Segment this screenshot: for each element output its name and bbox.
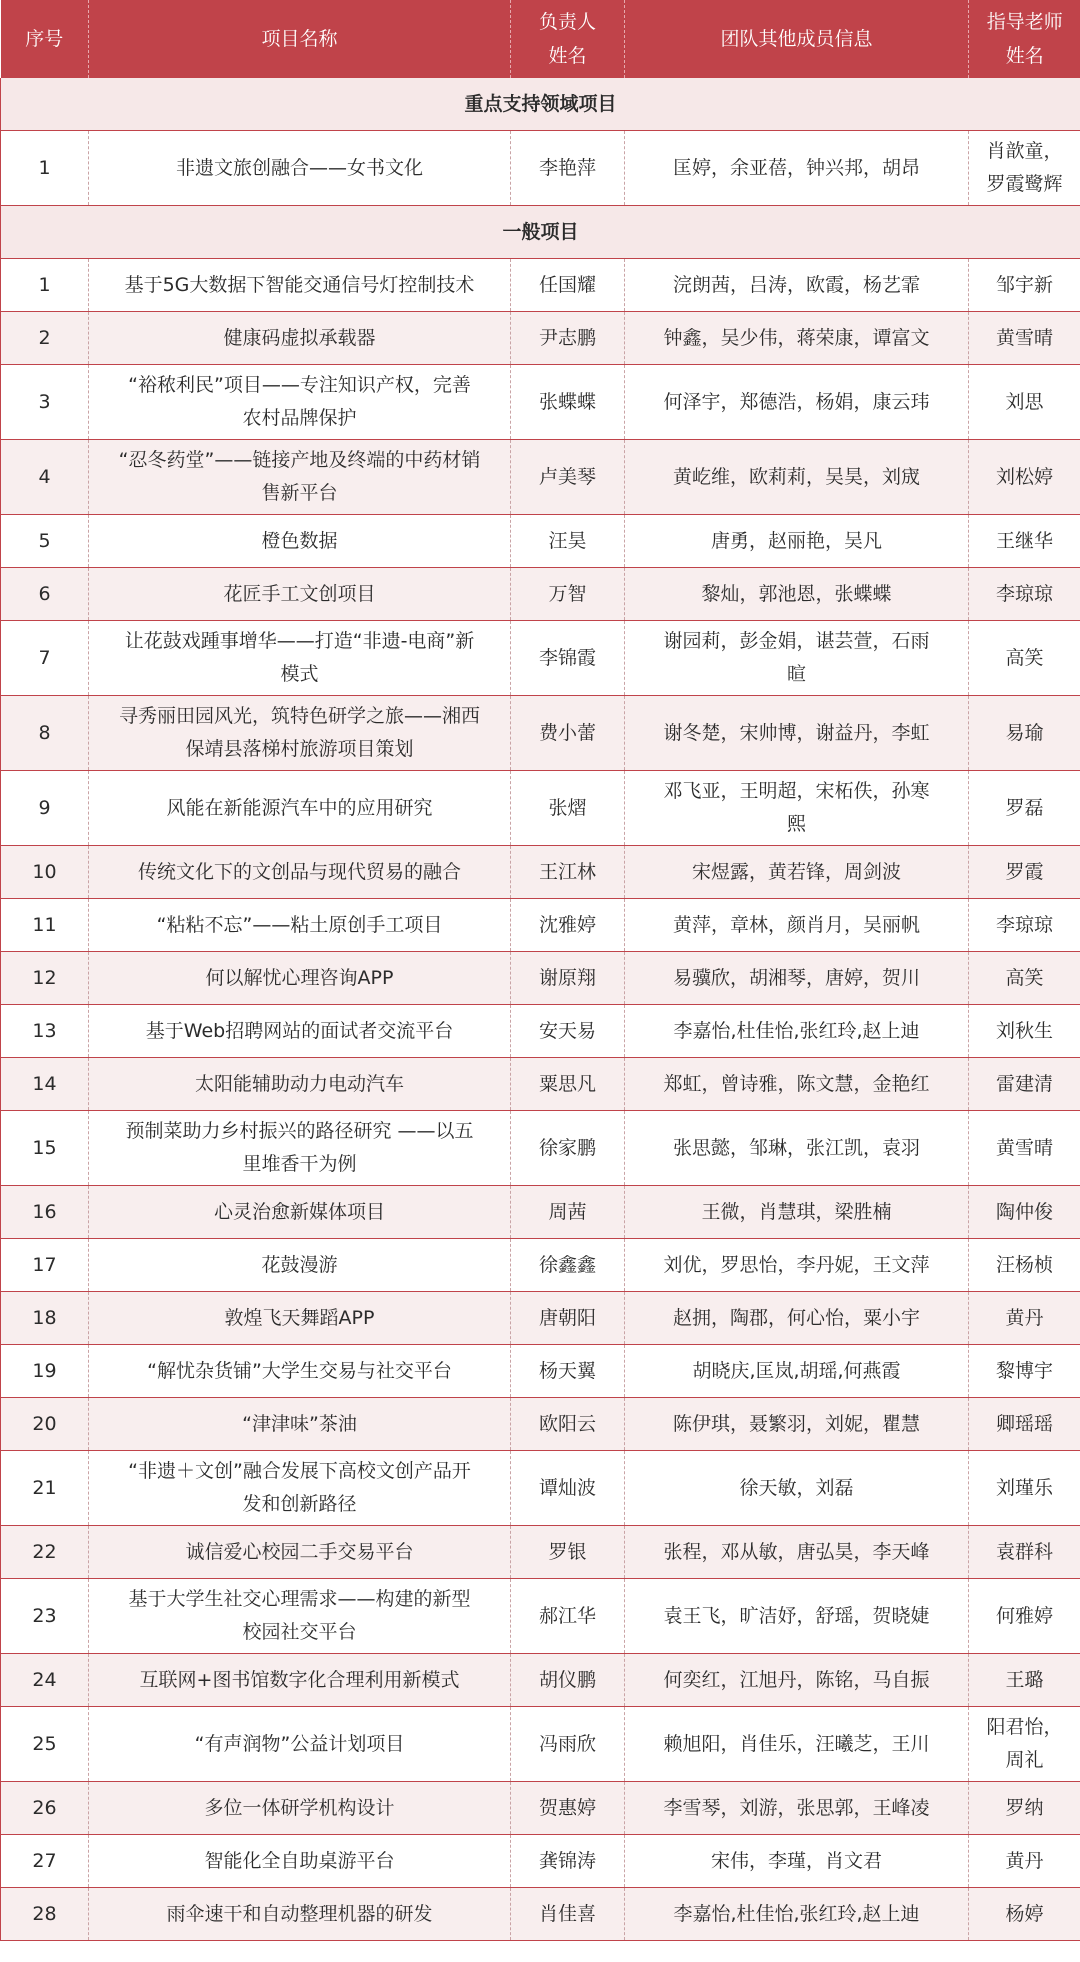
cell-teacher: 汪杨桢: [969, 1239, 1080, 1292]
cell-no: 22: [1, 1526, 89, 1579]
cell-members: 唐勇，赵丽艳，吴凡: [625, 515, 969, 568]
cell-leader: 张蝶蝶: [511, 365, 625, 440]
table-row: [1, 1111, 1080, 1186]
cell-teacher: 雷建清: [969, 1058, 1080, 1111]
cell-teacher: 黄丹: [969, 1835, 1080, 1888]
cell-members: 郑虹，曾诗雅，陈文慧，金艳红: [625, 1058, 969, 1111]
table-row: [1, 696, 1080, 771]
table-row: [1, 1058, 1080, 1111]
cell-no: 27: [1, 1835, 89, 1888]
table-row: [1, 621, 1080, 696]
cell-members: 赵拥，陶郡，何心怡，粟小宇: [625, 1292, 969, 1345]
table-row: [1, 1835, 1080, 1888]
cell-teacher: 王璐: [969, 1654, 1080, 1707]
cell-no: 14: [1, 1058, 89, 1111]
cell-project-name: 智能化全自助桌游平台: [89, 1835, 511, 1888]
table-row: [1, 846, 1080, 899]
cell-leader: 胡仪鹏: [511, 1654, 625, 1707]
cell-project-name: 非遗文旅创融合——女书文化: [89, 131, 511, 206]
cell-project-name: 雨伞速干和自动整理机器的研发: [89, 1888, 511, 1941]
section-title: 一般项目: [1, 206, 1080, 259]
table-header-row: [1, 0, 1080, 78]
cell-leader: 徐家鹏: [511, 1111, 625, 1186]
cell-no: 6: [1, 568, 89, 621]
cell-teacher: 李琼琼: [969, 899, 1080, 952]
table-row: [1, 515, 1080, 568]
cell-project-name: 基于Web招聘网站的面试者交流平台: [89, 1005, 511, 1058]
cell-members: 谢园莉，彭金娟，谌芸萱，石雨 暄: [625, 621, 969, 696]
cell-leader: 欧阳云: [511, 1398, 625, 1451]
cell-leader: 王江林: [511, 846, 625, 899]
cell-no: 26: [1, 1782, 89, 1835]
cell-members: 何泽宇，郑德浩，杨娟，康云玮: [625, 365, 969, 440]
table-row: [1, 1239, 1080, 1292]
cell-members: 易骥欣，胡湘琴，唐婷，贺川: [625, 952, 969, 1005]
cell-members: 陈伊琪，聂繁羽，刘妮，瞿慧: [625, 1398, 969, 1451]
cell-members: 刘优，罗思怡，李丹妮，王文萍: [625, 1239, 969, 1292]
cell-no: 19: [1, 1345, 89, 1398]
cell-leader: 郝江华: [511, 1579, 625, 1654]
cell-no: 25: [1, 1707, 89, 1782]
cell-teacher: 黄雪晴: [969, 312, 1080, 365]
cell-no: 15: [1, 1111, 89, 1186]
cell-leader: 徐鑫鑫: [511, 1239, 625, 1292]
cell-leader: 尹志鹏: [511, 312, 625, 365]
cell-leader: 沈雅婷: [511, 899, 625, 952]
cell-leader: 谭灿波: [511, 1451, 625, 1526]
table-row: [1, 1398, 1080, 1451]
cell-leader: 李锦霞: [511, 621, 625, 696]
cell-no: 24: [1, 1654, 89, 1707]
cell-leader: 谢原翔: [511, 952, 625, 1005]
cell-teacher: 黎博宇: [969, 1345, 1080, 1398]
section-title: 重点支持领域项目: [1, 78, 1080, 131]
cell-project-name: “非遗＋文创”融合发展下高校文创产品开 发和创新路径: [89, 1451, 511, 1526]
cell-teacher: 刘瑾乐: [969, 1451, 1080, 1526]
cell-teacher: 邹宇新: [969, 259, 1080, 312]
cell-no: 2: [1, 312, 89, 365]
table-row: [1, 365, 1080, 440]
cell-project-name: “津津味”茶油: [89, 1398, 511, 1451]
cell-members: 钟鑫，吴少伟，蒋荣康，谭富文: [625, 312, 969, 365]
cell-teacher: 袁群科: [969, 1526, 1080, 1579]
cell-members: 宋伟，李瑾，肖文君: [625, 1835, 969, 1888]
cell-project-name: 风能在新能源汽车中的应用研究: [89, 771, 511, 846]
cell-leader: 龚锦涛: [511, 1835, 625, 1888]
cell-leader: 卢美琴: [511, 440, 625, 515]
cell-project-name: 敦煌飞天舞蹈APP: [89, 1292, 511, 1345]
cell-no: 13: [1, 1005, 89, 1058]
cell-no: 9: [1, 771, 89, 846]
cell-teacher: 肖歆童， 罗霞鹭辉: [969, 131, 1080, 206]
cell-members: 徐天敏，刘磊: [625, 1451, 969, 1526]
table-row: [1, 1451, 1080, 1526]
cell-teacher: 杨婷: [969, 1888, 1080, 1941]
cell-members: 赖旭阳，肖佳乐，汪曦芝，王川: [625, 1707, 969, 1782]
cell-teacher: 何雅婷: [969, 1579, 1080, 1654]
table-row: [1, 1707, 1080, 1782]
header-leader: 负责人 姓名: [511, 0, 625, 78]
cell-members: 黎灿，郭池恩，张蝶蝶: [625, 568, 969, 621]
cell-leader: 周茜: [511, 1186, 625, 1239]
cell-leader: 唐朝阳: [511, 1292, 625, 1345]
cell-project-name: “粘粘不忘”——粘土原创手工项目: [89, 899, 511, 952]
table-row: [1, 1292, 1080, 1345]
cell-no: 3: [1, 365, 89, 440]
header-project-name: 项目名称: [89, 0, 511, 78]
cell-project-name: 多位一体研学机构设计: [89, 1782, 511, 1835]
cell-members: 王微，肖慧琪，梁胜楠: [625, 1186, 969, 1239]
cell-project-name: 健康码虚拟承载器: [89, 312, 511, 365]
cell-project-name: “忍冬药堂”——链接产地及终端的中药材销 售新平台: [89, 440, 511, 515]
cell-members: 胡晓庆,匡岚,胡瑶,何燕霞: [625, 1345, 969, 1398]
cell-members: 浣朗茜，吕涛，欧霞，杨艺霏: [625, 259, 969, 312]
cell-teacher: 高笑: [969, 621, 1080, 696]
cell-members: 谢冬楚，宋帅博，谢益丹，李虹: [625, 696, 969, 771]
cell-project-name: 互联网+图书馆数字化合理利用新模式: [89, 1654, 511, 1707]
cell-members: 何奕红，江旭丹，陈铭，马自振: [625, 1654, 969, 1707]
cell-members: 黄萍，章林，颜肖月，吴丽帆: [625, 899, 969, 952]
cell-leader: 安天易: [511, 1005, 625, 1058]
cell-no: 23: [1, 1579, 89, 1654]
cell-project-name: 花匠手工文创项目: [89, 568, 511, 621]
cell-project-name: 预制菜助力乡村振兴的路径研究 ——以五 里堆香干为例: [89, 1111, 511, 1186]
table-row: [1, 440, 1080, 515]
cell-project-name: 让花鼓戏踵事增华——打造“非遗-电商”新 模式: [89, 621, 511, 696]
cell-teacher: 王继华: [969, 515, 1080, 568]
section-header-row: [1, 78, 1080, 131]
cell-project-name: “解忧杂货铺”大学生交易与社交平台: [89, 1345, 511, 1398]
cell-project-name: 诚信爱心校园二手交易平台: [89, 1526, 511, 1579]
table-row: [1, 952, 1080, 1005]
cell-members: 李嘉怡,杜佳怡,张红玲,赵上迪: [625, 1005, 969, 1058]
cell-members: 袁王飞，旷洁妤，舒瑶，贺晓婕: [625, 1579, 969, 1654]
cell-project-name: “有声润物”公益计划项目: [89, 1707, 511, 1782]
cell-project-name: 基于大学生社交心理需求——构建的新型 校园社交平台: [89, 1579, 511, 1654]
cell-members: 宋煜露，黄若锋，周剑波: [625, 846, 969, 899]
cell-teacher: 黄丹: [969, 1292, 1080, 1345]
cell-no: 28: [1, 1888, 89, 1941]
cell-teacher: 刘秋生: [969, 1005, 1080, 1058]
cell-leader: 冯雨欣: [511, 1707, 625, 1782]
cell-no: 8: [1, 696, 89, 771]
cell-no: 18: [1, 1292, 89, 1345]
cell-teacher: 陶仲俊: [969, 1186, 1080, 1239]
cell-leader: 张熠: [511, 771, 625, 846]
cell-project-name: 何以解忧心理咨询APP: [89, 952, 511, 1005]
table-row: [1, 568, 1080, 621]
cell-no: 17: [1, 1239, 89, 1292]
cell-teacher: 易瑜: [969, 696, 1080, 771]
cell-project-name: 花鼓漫游: [89, 1239, 511, 1292]
cell-teacher: 阳君怡， 周礼: [969, 1707, 1080, 1782]
cell-no: 7: [1, 621, 89, 696]
cell-teacher: 黄雪晴: [969, 1111, 1080, 1186]
cell-no: 1: [1, 131, 89, 206]
cell-leader: 罗银: [511, 1526, 625, 1579]
table-row: [1, 1186, 1080, 1239]
table-row: [1, 1005, 1080, 1058]
cell-no: 10: [1, 846, 89, 899]
header-members: 团队其他成员信息: [625, 0, 969, 78]
cell-no: 5: [1, 515, 89, 568]
cell-members: 邓飞亚，王明超，宋柘佚，孙寒 熙: [625, 771, 969, 846]
table-row: [1, 1782, 1080, 1835]
cell-teacher: 罗磊: [969, 771, 1080, 846]
cell-leader: 汪昊: [511, 515, 625, 568]
cell-leader: 杨天翼: [511, 1345, 625, 1398]
table-row: [1, 1579, 1080, 1654]
cell-leader: 粟思凡: [511, 1058, 625, 1111]
header-teacher: 指导老师 姓名: [969, 0, 1080, 78]
table-row: [1, 312, 1080, 365]
cell-project-name: 太阳能辅助动力电动汽车: [89, 1058, 511, 1111]
cell-leader: 肖佳喜: [511, 1888, 625, 1941]
header-no: 序号: [1, 0, 89, 78]
cell-teacher: 高笑: [969, 952, 1080, 1005]
table-row: [1, 1888, 1080, 1941]
cell-leader: 费小蕾: [511, 696, 625, 771]
section-header-row: [1, 206, 1080, 259]
cell-members: 匡婷，余亚蓓，钟兴邦，胡昂: [625, 131, 969, 206]
cell-leader: 李艳萍: [511, 131, 625, 206]
table-row: [1, 1654, 1080, 1707]
cell-leader: 任国耀: [511, 259, 625, 312]
cell-teacher: 卿瑶瑶: [969, 1398, 1080, 1451]
cell-no: 11: [1, 899, 89, 952]
cell-no: 16: [1, 1186, 89, 1239]
cell-project-name: 寻秀丽田园风光，筑特色研学之旅——湘西 保靖县落梯村旅游项目策划: [89, 696, 511, 771]
cell-project-name: “裕秾利民”项目——专注知识产权，完善 农村品牌保护: [89, 365, 511, 440]
cell-teacher: 罗纳: [969, 1782, 1080, 1835]
table-row: [1, 131, 1080, 206]
table-body: [1, 78, 1080, 1941]
table-row: [1, 771, 1080, 846]
cell-members: 张思懿，邹琳，张江凯，袁羽: [625, 1111, 969, 1186]
table-row: [1, 1345, 1080, 1398]
cell-no: 4: [1, 440, 89, 515]
cell-no: 1: [1, 259, 89, 312]
table-row: [1, 259, 1080, 312]
table-row: [1, 1526, 1080, 1579]
cell-no: 20: [1, 1398, 89, 1451]
cell-members: 张程，邓从敏，唐弘昊，李天峰: [625, 1526, 969, 1579]
cell-leader: 贺惠婷: [511, 1782, 625, 1835]
cell-project-name: 传统文化下的文创品与现代贸易的融合: [89, 846, 511, 899]
cell-no: 12: [1, 952, 89, 1005]
cell-members: 黄屹维，欧莉莉，吴昊，刘宬: [625, 440, 969, 515]
cell-members: 李雪琴，刘游，张思郭，王峰凌: [625, 1782, 969, 1835]
cell-teacher: 李琼琼: [969, 568, 1080, 621]
cell-teacher: 刘思: [969, 365, 1080, 440]
cell-leader: 万智: [511, 568, 625, 621]
cell-teacher: 罗霞: [969, 846, 1080, 899]
table-row: [1, 899, 1080, 952]
cell-project-name: 心灵治愈新媒体项目: [89, 1186, 511, 1239]
cell-teacher: 刘松婷: [969, 440, 1080, 515]
cell-project-name: 基于5G大数据下智能交通信号灯控制技术: [89, 259, 511, 312]
cell-no: 21: [1, 1451, 89, 1526]
cell-project-name: 橙色数据: [89, 515, 511, 568]
cell-members: 李嘉怡,杜佳怡,张红玲,赵上迪: [625, 1888, 969, 1941]
